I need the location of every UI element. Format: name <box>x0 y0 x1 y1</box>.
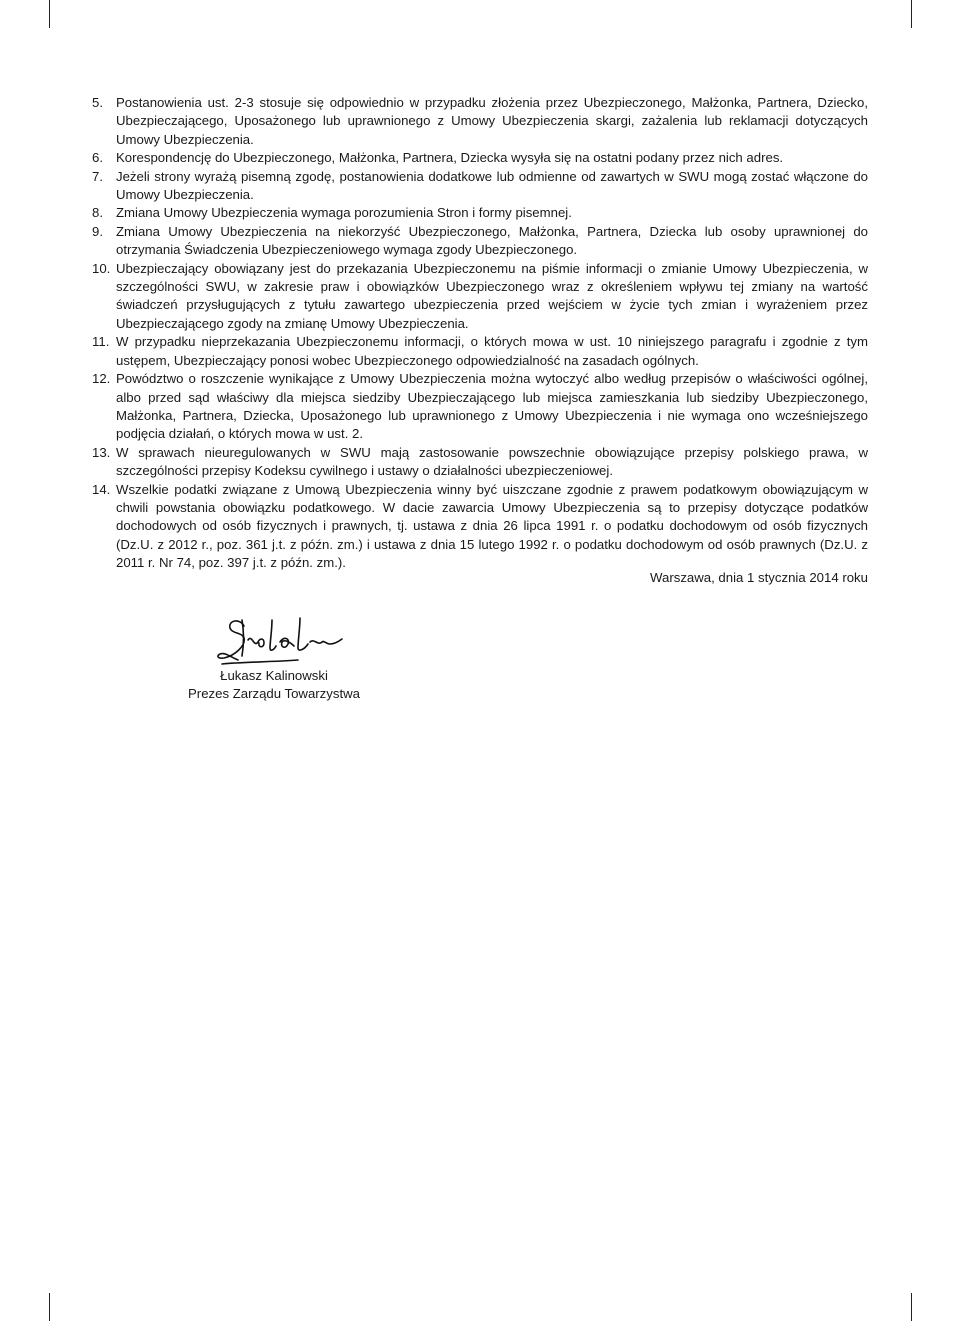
signatory-block <box>176 667 372 704</box>
clause-5 <box>92 94 868 149</box>
clause-7 <box>92 168 868 205</box>
crop-mark-top-left <box>49 0 50 28</box>
signature <box>214 612 348 668</box>
clause-number: 6. <box>92 150 103 166</box>
clause-11 <box>92 333 868 370</box>
clause-text: Zmiana Umowy Ubezpieczenia wymaga porozumienia Stron i formy pisemnej. <box>116 205 572 221</box>
clause-text: Wszelkie podatki związane z Umową Ubezpieczenia winny być uiszczane zgodnie z prawem podatkowym obowiązującym w chwili powstania obowiązku podatkowego. W dacie zawarcia Umowy Ubezpieczenia są to przepisy dotyczące podatków dochodowych od osób fizycznych i prawnych, tj. ustawa z dnia 26 lipca 1991 r. o podatku dochodowym od osób fizycznych (Dz.U. z 2012 r., poz. 361 j.t. z późn. zm.) i ustawa z dnia 15 lutego 1992 r. o podatku dochodowym od osób prawnych (Dz.U. z 2011 r. Nr 74, poz. 397 j.t. z późn. zm.). <box>116 481 868 571</box>
clause-number: 5. <box>92 95 103 110</box>
clause-number: 13. <box>92 444 111 460</box>
crop-mark-top-right <box>911 0 912 28</box>
clause-number: 10. <box>92 260 111 276</box>
clause-text: Korespondencję do Ubezpieczonego, Małżonka, Partnera, Dziecka wysyła się na ostatni podany przez nich adres. <box>116 150 784 166</box>
clause-6 <box>92 149 868 167</box>
clause-list <box>92 94 868 573</box>
clause-13 <box>92 444 868 481</box>
clause-text: Jeżeli strony wyrażą pisemną zgodę, postanowienia dodatkowe lub odmienne od zawartych w SWU mogą zostać włączone do Umowy Ubezpieczenia. <box>116 168 868 203</box>
place-date: Warszawa, dnia 1 stycznia 2014 roku <box>650 570 868 585</box>
clause-14 <box>92 481 868 573</box>
clause-number: 9. <box>92 223 103 239</box>
clause-text: Ubezpieczający obowiązany jest do przekazania Ubezpieczonemu na piśmie informacji o zmianie Umowy Ubezpieczenia, w szczególności SWU, w zakresie praw i obowiązków Ubezpieczonego wraz z określeniem wpływu tej zmiany na wartość świadczeń przysługujących z tytułu zawartego ubezpieczenia przed wejściem w życie tych zmian i wyrażeniem przez Ubezpieczającego zgody na zmianę Umowy Ubezpieczenia. <box>116 260 868 331</box>
clause-number: 12. <box>92 371 111 387</box>
clause-9 <box>92 223 868 260</box>
clause-10 <box>92 260 868 334</box>
clause-number: 8. <box>92 205 103 221</box>
clause-8 <box>92 204 868 222</box>
clause-number: 7. <box>92 168 103 184</box>
clause-12 <box>92 370 868 444</box>
clause-number: 11. <box>92 334 110 350</box>
clause-text: Zmiana Umowy Ubezpieczenia na niekorzyść Ubezpieczonego, Małżonka, Partnera, Dziecka lub osoby uprawnionej do otrzymania Świadczenia Ubezpieczeniowego wymaga zgody Ubezpieczonego. <box>116 223 868 258</box>
signatory-title: Prezes Zarządu Towarzystwa <box>188 686 360 702</box>
clause-text: W przypadku nieprzekazania Ubezpieczonemu informacji, o których mowa w ust. 10 niniejszego paragrafu i zgodnie z tym ustępem, Ubezpieczający ponosi wobec Ubezpieczonego odpowiedzialność na zasadach ogólnych. <box>116 334 868 368</box>
clause-text: Powództwo o roszczenie wynikające z Umowy Ubezpieczenia można wytoczyć albo według przepisów o właściwości ogólnej, albo przed sąd właściwy dla miejsca siedziby Ubezpieczającego lub miejsca zamieszkania lub siedziby Ubezpieczonego, Małżonka, Partnera, Dziecka, Uposażonego lub uprawnionego z Umowy Ubezpieczenia i nie wymaga ono wcześniejszego podjęcia działań, o których mowa w ust. 2. <box>116 371 868 442</box>
clause-text: W sprawach nieuregulowanych w SWU mają zastosowanie powszechnie obowiązujące przepisy polskiego prawa, w szczególności przepisy Kodeksu cywilnego i ustawy o działalności ubezpieczeniowej. <box>116 444 868 479</box>
clause-number: 14. <box>92 481 111 497</box>
crop-mark-bottom-left <box>49 1293 50 1321</box>
signatory-name: Łukasz Kalinowski <box>220 668 328 683</box>
clause-text: Postanowienia ust. 2-3 stosuje się odpowiednio w przypadku złożenia przez Ubezpieczonego, Małżonka, Partnera, Dziecko, Ubezpieczającego, Uposażonego lub uprawnionego z Umowy Ubezpieczenia skargi, zażalenia lub reklamacji dotyczących Umowy Ubezpieczenia. <box>116 95 868 147</box>
crop-mark-bottom-right <box>911 1293 912 1321</box>
